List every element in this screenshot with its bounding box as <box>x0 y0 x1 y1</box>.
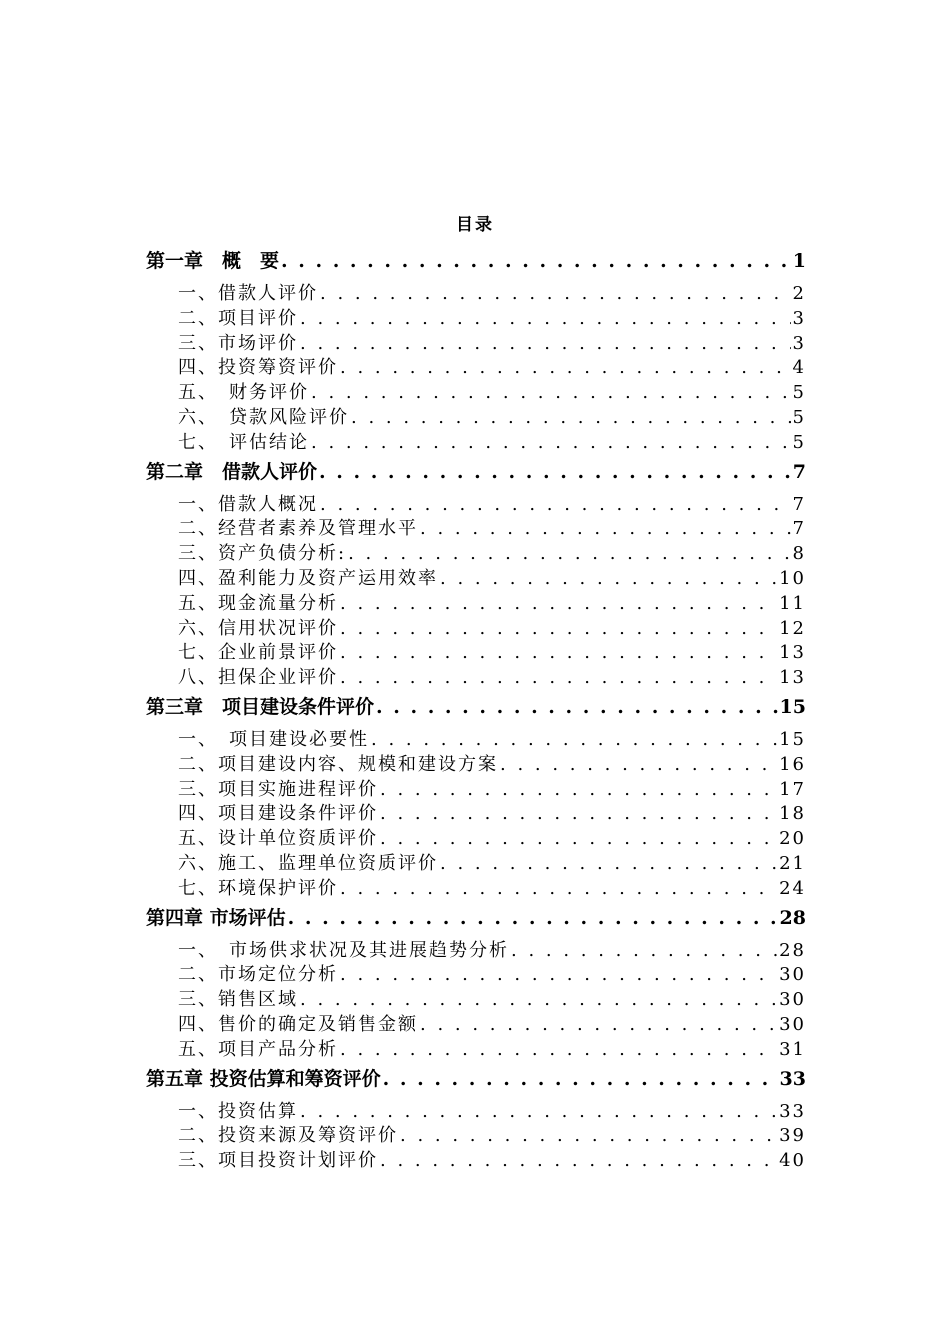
toc-section-label: 五、设计单位资质评价 <box>178 828 378 849</box>
toc-section-label: 四、投资筹资评价 <box>178 357 338 379</box>
toc-section-label: 五、项目产品分析 <box>178 1038 338 1060</box>
toc-leader-dots <box>351 407 791 428</box>
toc-section-label: 二、项目评价 <box>178 307 298 329</box>
toc-section-label: 二、经营者素养及管理水平 <box>178 518 418 540</box>
toc-page-number: 28 <box>779 939 806 961</box>
toc-section-entry[interactable] <box>146 589 806 614</box>
toc-leader-dots <box>320 283 791 304</box>
toc-leader-dots <box>380 779 777 800</box>
toc-leader-dots <box>511 940 777 961</box>
toc-section-label: 六、施工、监理单位资质评价 <box>178 852 438 874</box>
toc-section-entry[interactable] <box>146 663 806 688</box>
toc-section-label: 三、项目实施进程评价 <box>178 778 378 800</box>
toc-section-entry[interactable] <box>146 874 806 899</box>
toc-title: 目录 <box>456 215 494 235</box>
toc-leader-dots <box>300 989 777 1010</box>
toc-list <box>146 242 806 1171</box>
toc-section-label: 二、投资来源及筹资评价 <box>178 1125 398 1147</box>
toc-section-label: 一、投资估算 <box>178 1100 298 1122</box>
toc-section-label: 六、 贷款风险评价 <box>178 406 349 428</box>
toc-section-label: 五、 财务评价 <box>178 382 309 403</box>
toc-section-label: 一、借款人概况 <box>178 493 318 515</box>
toc-section-entry[interactable] <box>146 514 806 539</box>
toc-section-label: 三、市场评价 <box>178 332 298 354</box>
toc-leader-dots <box>281 250 791 272</box>
toc-leader-dots <box>380 1150 777 1171</box>
toc-section-entry[interactable] <box>146 638 806 663</box>
toc-leader-dots <box>319 461 791 483</box>
toc-page-number: 31 <box>779 1038 806 1060</box>
toc-section-entry[interactable] <box>146 279 806 304</box>
toc-page-number: 13 <box>779 642 806 664</box>
toc-chapter-entry[interactable] <box>146 688 806 725</box>
toc-section-entry[interactable] <box>146 960 806 985</box>
toc-section-label: 七、 评估结论 <box>178 431 309 453</box>
toc-section-entry[interactable] <box>146 1097 806 1122</box>
toc-section-entry[interactable] <box>146 849 806 874</box>
toc-page-number: 13 <box>779 667 806 688</box>
toc-section-label: 二、市场定位分析 <box>178 964 338 986</box>
toc-chapter-label: 第五章 投资估算和筹资评价 <box>146 1067 381 1090</box>
toc-leader-dots <box>348 543 790 564</box>
toc-page-number: 28 <box>779 906 806 929</box>
toc-leader-dots <box>288 907 778 929</box>
toc-page-number: 7 <box>792 493 806 515</box>
toc-page-number: 40 <box>779 1150 806 1171</box>
toc-chapter-label: 第四章 市场评估 <box>146 906 286 929</box>
toc-leader-dots <box>300 308 791 329</box>
toc-leader-dots <box>420 1014 777 1035</box>
toc-section-entry[interactable] <box>146 725 806 750</box>
toc-section-label: 四、项目建设条件评价 <box>178 803 378 825</box>
toc-section-label: 八、担保企业评价 <box>178 667 338 688</box>
toc-section-entry[interactable] <box>146 936 806 961</box>
toc-leader-dots <box>340 1039 777 1060</box>
toc-section-label: 四、售价的确定及销售金额 <box>178 1013 418 1035</box>
toc-page-number: 7 <box>792 518 806 540</box>
toc-page-number: 15 <box>779 728 806 750</box>
toc-page-number: 5 <box>792 382 806 403</box>
toc-section-entry[interactable] <box>146 539 806 564</box>
toc-page-number: 11 <box>779 592 806 614</box>
toc-page-number: 10 <box>779 567 806 589</box>
toc-page-number: 30 <box>779 964 806 986</box>
toc-leader-dots <box>500 754 777 775</box>
toc-section-label: 四、盈利能力及资产运用效率 <box>178 567 438 589</box>
toc-section-entry[interactable] <box>146 750 806 775</box>
toc-section-label: 一、 项目建设必要性 <box>178 728 369 750</box>
toc-page-number: 16 <box>779 753 806 775</box>
toc-chapter-entry[interactable] <box>146 1060 806 1097</box>
toc-section-label: 六、信用状况评价 <box>178 617 338 639</box>
toc-page-number: 33 <box>779 1067 806 1090</box>
toc-chapter-entry[interactable] <box>146 899 806 936</box>
toc-leader-dots <box>340 357 791 378</box>
toc-section-entry[interactable] <box>146 428 806 453</box>
toc-leader-dots <box>340 618 777 639</box>
toc-leader-dots <box>440 568 777 589</box>
toc-leader-dots <box>371 729 777 750</box>
toc-page-number: 15 <box>779 695 806 718</box>
toc-chapter-entry[interactable] <box>146 242 806 279</box>
toc-section-label: 五、现金流量分析 <box>178 592 338 614</box>
toc-page-number: 30 <box>779 1013 806 1035</box>
toc-section-entry[interactable] <box>146 1121 806 1146</box>
toc-page-number: 20 <box>779 828 806 849</box>
toc-chapter-label: 第二章 借款人评价 <box>146 460 318 483</box>
toc-leader-dots <box>420 518 791 539</box>
toc-page-number: 12 <box>779 617 806 639</box>
toc-chapter-label: 第一章 概 要 <box>146 250 280 272</box>
toc-section-entry[interactable] <box>146 799 806 824</box>
toc-page-number: 2 <box>792 283 806 304</box>
toc-leader-dots <box>340 593 777 614</box>
toc-page-number: 7 <box>792 460 806 483</box>
toc-page-number: 21 <box>779 852 806 874</box>
toc-page-number: 8 <box>792 543 806 564</box>
toc-section-entry[interactable] <box>146 614 806 639</box>
toc-section-label: 一、 市场供求状况及其进展趋势分析 <box>178 939 509 961</box>
toc-leader-dots <box>440 853 777 874</box>
toc-leader-dots <box>380 803 777 824</box>
toc-section-entry[interactable] <box>146 329 806 354</box>
toc-page-number: 1 <box>792 250 806 272</box>
toc-leader-dots <box>340 878 777 899</box>
toc-section-label: 一、借款人评价 <box>178 283 318 304</box>
toc-section-entry[interactable] <box>146 304 806 329</box>
toc-leader-dots <box>383 1068 778 1090</box>
toc-section-label: 三、销售区域 <box>178 989 298 1010</box>
toc-leader-dots <box>340 642 777 663</box>
toc-page-number: 5 <box>792 406 806 428</box>
toc-section-label: 七、企业前景评价 <box>178 642 338 664</box>
toc-section-entry[interactable] <box>146 1035 806 1060</box>
toc-section-label: 三、项目投资计划评价 <box>178 1150 378 1171</box>
toc-leader-dots <box>340 964 777 985</box>
toc-section-entry[interactable] <box>146 403 806 428</box>
toc-section-entry[interactable] <box>146 564 806 589</box>
toc-section-entry[interactable] <box>146 824 806 849</box>
toc-chapter-label: 第三章 项目建设条件评价 <box>146 695 375 718</box>
toc-section-entry[interactable] <box>146 378 806 403</box>
toc-section-entry[interactable] <box>146 775 806 800</box>
toc-page-number: 17 <box>779 778 806 800</box>
toc-page-number: 3 <box>792 307 806 329</box>
toc-section-label: 七、环境保护评价 <box>178 877 338 899</box>
toc-section-entry[interactable] <box>146 985 806 1010</box>
toc-section-label: 二、项目建设内容、规模和建设方案 <box>178 753 498 775</box>
toc-page-number: 3 <box>792 332 806 354</box>
toc-page-number: 30 <box>779 989 806 1010</box>
toc-leader-dots <box>380 828 777 849</box>
toc-leader-dots <box>311 382 791 403</box>
toc-page-number: 39 <box>779 1125 806 1147</box>
toc-leader-dots <box>340 667 777 688</box>
toc-section-entry[interactable] <box>146 490 806 515</box>
toc-leader-dots <box>400 1125 777 1146</box>
toc-leader-dots <box>376 696 778 718</box>
toc-leader-dots <box>300 1101 777 1122</box>
toc-chapter-entry[interactable] <box>146 453 806 490</box>
toc-section-entry[interactable] <box>146 353 806 378</box>
toc-page-number: 5 <box>792 431 806 453</box>
toc-page-number: 24 <box>779 877 806 899</box>
toc-page-number: 33 <box>779 1100 806 1122</box>
toc-page-number: 18 <box>779 803 806 825</box>
toc-section-entry[interactable] <box>146 1010 806 1035</box>
toc-leader-dots <box>311 432 791 453</box>
toc-section-label: 三、资产负债分析: <box>178 543 347 564</box>
toc-section-entry[interactable] <box>146 1146 806 1171</box>
toc-leader-dots <box>300 333 791 354</box>
toc-page-number: 4 <box>792 357 806 379</box>
toc-leader-dots <box>320 494 791 515</box>
